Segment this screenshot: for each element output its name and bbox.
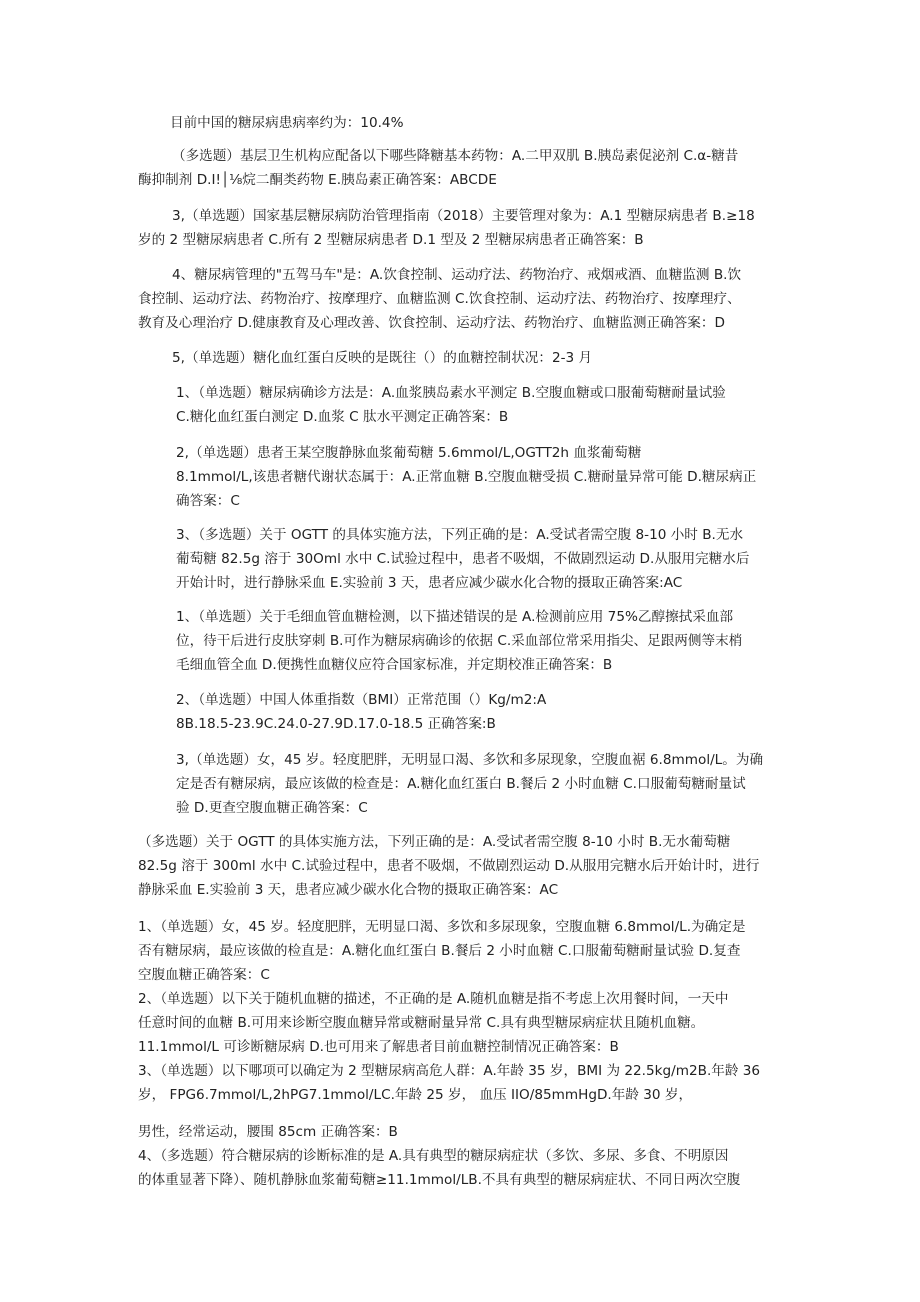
text-line: 验 D.更查空腹血糖正确答案：C [176,800,368,816]
paragraph-prevalence [170,111,404,135]
paragraph-glucose-metabolism-question [176,441,756,513]
text-line: 3、（多选题）关于 OGTT 的具体实施方法，下列正确的是：A.受试者需空腹 8-10 小时 B.无水 [176,527,744,543]
text-line: 2、（单选题）中国人体重指数（BMI）正常范围（）Kg∕m2:A [176,692,547,708]
paragraph-ogtt-question [176,523,749,595]
text-line: 岁的 2 型糖尿病患者 C.所有 2 型糖尿病患者 D.1 型及 2 型糖尿病患者正确答案：B [138,232,644,248]
text-line: 开始计时，进行静脉采血 E.实验前 3 天，患者应减少碳水化合物的摄取正确答案:AC [176,575,683,591]
text-line: 食控制、运动疗法、药物治疗、按摩理疗、血糖监测 C.饮食控制、运动疗法、药物治疗、按摩理疗、 [138,291,741,307]
text-line: 11.1mmol/L 可诊断糖尿病 D.也可用来了解患者目前血糖控制情况正确答案：B [138,1039,619,1055]
text-line: 空腹血糖正确答案：C [138,967,270,983]
text-line: 4、（多选题）符合糖尿病的诊断标准的是 A.具有典型的糖尿病症状（多饮、多尿、多食、不明原因 [138,1148,729,1164]
text-line: 1、（单选题）女，45 岁。轻度肥胖，无明显口渴、多饮和多尿现象，空腹血糖 6.8mmol∕L.为确定是 [138,919,746,935]
text-line: 葡萄糖 82.5g 溶于 30Oml 水中 C.试验过程中，患者不吸烟，不做剧烈运动 D.从服用完糖水后 [176,551,750,567]
paragraph-diagnosis-method-question [176,381,726,429]
paragraph-bmi-question [176,688,546,736]
text-line: 82.5g 溶于 300ml 水中 C.试验过程中，患者不吸烟，不做剧烈运动 D.从服用完糖水后开始计时，进行 [138,858,760,874]
text-line: 目前中国的糖尿病患病率约为：10.4% [170,115,404,131]
text-line: （多选题）关于 OGTT 的具体实施方法，下列正确的是：A.受试者需空腹 8-10 小时 B.无水葡萄糖 [138,834,731,850]
paragraph-ogtt-question-repeat [138,830,759,902]
text-line: 任意时间的血糖 B.可用来诊断空腹血糖异常或糖耐量异常 C.具有典型糖尿病症状且随机血糖。 [138,1015,705,1031]
paragraph-high-risk-answer-line [138,1120,398,1144]
text-line: 教育及心理治疗 D.健康教育及心理改善、饮食控制、运动疗法、药物治疗、血糖监测正确答案：D [138,315,725,331]
text-line: 确答案：C [176,493,240,509]
text-line: 酶抑制剂 D.I!│⅛烷二酮类药物 E.胰岛素正确答案：ABCDE [138,172,497,188]
text-line: 1、（单选题）关于毛细血管血糖检测，以下描述错误的是 A.检测前应用 75%乙醇擦拭采血部 [176,609,734,625]
text-line: 的体重显著下降）、随机静脉血浆葡萄糖≥11.1mmol/LB.不具有典型的糖尿病症状、不同日两次空腹 [138,1172,741,1188]
text-line: 位，待干后进行皮肤穿刺 B.可作为糖尿病确诊的依据 C.采血部位常采用指尖、足跟两侧等末梢 [176,633,743,649]
text-line: 毛细血管全血 D.便携性血糖仪应符合国家标准，并定期校准正确答案：B [176,657,613,673]
text-line: 2,（单选题）患者王某空腹静脉血浆葡萄糖 5.6mmol/L,OGTT2h 血浆葡萄糖 [176,445,642,461]
paragraph-random-glucose-question [138,987,729,1059]
text-line: 1、（单选题）糖尿病确诊方法是：A.血浆胰岛素水平测定 B.空腹血糖或口服葡萄糖耐量试验 [176,385,726,401]
paragraph-five-carriages-question [138,263,741,335]
paragraph-capillary-test-question [176,605,742,677]
text-line: 2、（单选题）以下关于随机血糖的描述，不正确的是 A.随机血糖是指不考虑上次用餐时间，一天中 [138,991,729,1007]
text-line: 8.1mmol/L,该患者糖代谢状态属于：A.正常血糖 B.空腹血糖受损 C.糖耐量异常可能 D.糖尿病正 [176,469,757,485]
text-line: 8B.18.5-23.9C.24.0-27.9D.17.0-18.5 正确答案:B [176,716,496,732]
paragraph-hba1c-question [172,346,592,370]
text-line: C.糖化血红蛋白测定 D.血浆 C 肽水平测定正确答案：B [176,409,509,425]
text-line: 定是否有糖尿病，最应该做的检查是：A.糖化血红蛋白 B.餐后 2 小时血糖 C.口服葡萄糖耐量试 [176,776,746,792]
paragraph-guideline-question [138,204,755,252]
paragraph-basic-drugs-question [138,144,738,192]
paragraph-diagnostic-criteria-question [138,1144,740,1192]
text-line: 4、糖尿病管理的"五驾马车"是：A.饮食控制、运动疗法、药物治疗、戒烟戒酒、血糖监测 B.饮 [172,267,742,283]
text-line: 岁， FPG6.7mmol/L,2hPG7.1mmol/LC.年龄 25 岁， 血压 IIO/85mmHgD.年龄 30 岁， [138,1087,693,1103]
text-line: 3,（单选题）女，45 岁。轻度肥胖，无明显口渴、多饮和多尿现象，空腹血裾 6.8mmol∕L。为确 [176,752,764,768]
text-line: 3、（单选题）以下哪项可以确定为 2 型糖尿病高危人群：A.年龄 35 岁，BMI 为 22.5kg∕m2B.年龄 36 [138,1063,761,1079]
paragraph-obesity-case-question [176,748,763,820]
text-line: 3,（单选题）国家基层糖尿病防治管理指南（2018）主要管理对象为：A.1 型糖尿病患者 B.≥18 [172,208,755,224]
paragraph-obesity-case-question-repeat [138,915,745,987]
text-line: 5,（单选题）糖化血红蛋白反映的是既往（）的血糖控制状况：2-3 月 [172,350,593,366]
text-line: 男性，经常运动，腰围 85cm 正确答案：B [138,1124,398,1140]
text-line: 否有糖尿病，最应该做的检直是：A.糖化血红蛋白 B.餐后 2 小时血糖 C.口服葡萄糖耐量试验 D.复查 [138,943,741,959]
paragraph-high-risk-question [138,1059,760,1107]
text-line: （多选题）基层卫生机构应配备以下哪些降糖基本药物：A.二甲双肌 B.胰岛素促泌剂 C.α-糖昔 [172,148,739,164]
text-line: 静脉采血 E.实验前 3 天，患者应减少碳水化合物的摄取正确答案：AC [138,882,559,898]
